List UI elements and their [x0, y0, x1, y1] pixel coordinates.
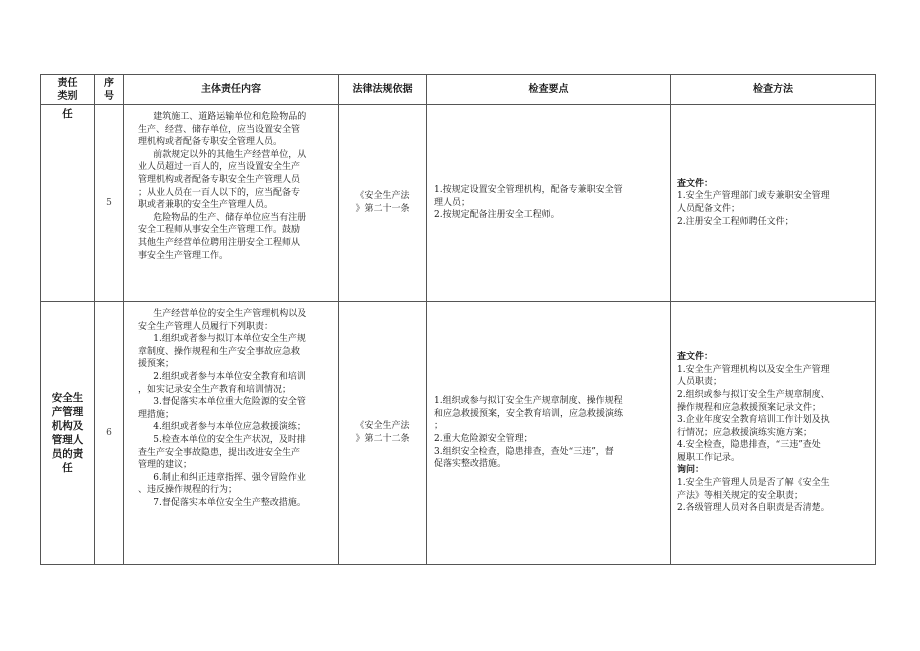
text-line: 安全生	[51, 392, 84, 404]
content-line: 生产、经营、储存单位，应当设置安全管	[138, 124, 301, 135]
row-category	[41, 105, 95, 302]
header-num	[95, 75, 124, 105]
law-line: 《安全生产法	[355, 191, 410, 202]
method-heading: 查文件：	[677, 352, 714, 363]
content-line: 管理机构或者配备专职安全生产管理人员	[138, 174, 301, 185]
method-line: 2.注册安全工程师聘任文件；	[677, 216, 794, 227]
table-row	[41, 302, 876, 565]
content-line: 、违反操作规程的行为；	[138, 485, 238, 496]
table-row	[41, 105, 876, 302]
content-line: 管理的建议；	[138, 460, 193, 471]
content-line: 援预案；	[138, 359, 175, 370]
header-category	[41, 75, 95, 105]
content-line: 3.督促落实本单位重大危险源的安全管	[153, 397, 306, 408]
content-line: 事安全生产管理工作。	[138, 250, 229, 261]
check-line: 2.按规定配备注册安全工程师。	[434, 210, 560, 221]
text-line: 机构及	[51, 420, 84, 432]
check-line: 理人员；	[434, 197, 471, 208]
method-line: 产法》等相关规定的安全职责；	[677, 490, 804, 501]
method-line: 2.各级管理人员对各自职责是否清楚。	[677, 503, 830, 514]
check-line: 1.按规定设置安全管理机构，配备专兼职安全管	[434, 185, 623, 196]
content-line: 理措施；	[138, 409, 175, 420]
row-number: 6	[95, 302, 124, 565]
content-line: 生产经营单位的安全生产管理机构以及	[153, 309, 307, 319]
content-line: 查生产安全事故隐患，提出改进安全生产	[138, 447, 301, 458]
content-line: 前款规定以外的其他生产经营单位，从	[153, 149, 307, 160]
row-check	[427, 302, 671, 565]
text-line: 任	[62, 462, 73, 474]
content-line: 危险物品的生产、储存单位应当有注册	[153, 212, 307, 223]
method-heading: 询问：	[677, 465, 705, 476]
check-line: 促落实整改措施。	[434, 459, 507, 470]
text-line: 员的责	[51, 448, 84, 460]
check-line: 1.组织或参与拟订安全生产规章制度、操作规程	[434, 396, 623, 407]
text-line: 号	[104, 90, 114, 102]
header-method: 检查方法	[671, 75, 876, 105]
method-line: 履职工作记录。	[677, 452, 741, 463]
text-line: 管理人	[51, 434, 84, 446]
row-content	[124, 105, 339, 302]
check-line: 2.重大危险源安全管理；	[434, 434, 533, 444]
row-category	[41, 302, 95, 565]
row-content	[124, 302, 339, 565]
row-law	[339, 105, 427, 302]
check-line: ；	[434, 421, 444, 432]
method-line: 操作规程和应急救援预案记录文件；	[677, 402, 822, 413]
method-heading: 查文件：	[677, 178, 714, 189]
method-line: 1.安全生产管理部门或专兼职安全管理	[677, 191, 830, 202]
method-line: 1.安全生产管理人员是否了解《安全生	[677, 478, 830, 489]
responsibility-table-sheet	[40, 74, 876, 565]
row-law	[339, 302, 427, 565]
content-line: 业人员超过一百人的，应当设置安全生产	[138, 162, 301, 173]
content-line: 7.督促落实本单位安全生产整改措施。	[153, 497, 306, 508]
method-line: 人员配备文件；	[677, 204, 741, 214]
content-line: 职或者兼职的安全生产管理人员。	[138, 200, 274, 211]
row-number: 5	[95, 105, 124, 302]
content-line: 2.组织或者参与本单位安全教育和培训	[153, 371, 306, 382]
law-line: 《安全生产法	[355, 421, 410, 432]
header-law: 法律法规依据	[339, 75, 427, 105]
header-row	[41, 75, 876, 105]
text-line: 任	[62, 108, 73, 120]
content-line: 安全工程师从事安全生产管理工作。鼓励	[138, 225, 301, 236]
content-line: 5.检查本单位的安全生产状况，及时排	[153, 434, 306, 445]
row-method	[671, 105, 876, 302]
method-line: 人员职责；	[677, 377, 723, 388]
method-line: 1.安全生产管理机构以及安全生产管理	[677, 364, 830, 375]
content-line: 4.组织或者参与本单位应急救援演练；	[153, 422, 306, 433]
method-line: 行情况；应急救援演练实施方案；	[677, 427, 813, 438]
method-line: 3.企业年度安全教育培训工作计划及执	[677, 415, 830, 426]
check-line: 和应急救援预案，安全教育培训，应急救援演练	[434, 408, 624, 419]
method-line: 4.安全检查，隐患排查，“三违”查处	[677, 440, 821, 451]
content-line: 安全生产管理人员履行下列职责：	[138, 321, 274, 332]
method-line: 2.组织或参与拟订安全生产规章制度、	[677, 389, 830, 400]
content-line: 6.制止和纠正违章指挥、强令冒险作业	[153, 472, 306, 483]
content-line: 理机构或者配备专职安全管理人员。	[138, 137, 283, 148]
text-line: 产管理	[51, 406, 84, 418]
content-line: 章制度、操作规程和生产安全事故应急救	[138, 346, 301, 357]
content-line: 建筑施工、道路运输单位和危险物品的	[153, 112, 307, 122]
content-line: 1.组织或者参与拟订本单位安全生产规	[153, 334, 306, 345]
content-line: 其他生产经营单位聘用注册安全工程师从	[138, 237, 301, 248]
content-line: ，如实记录安全生产教育和培训情况；	[138, 384, 292, 395]
check-line: 3.组织安全检查，隐患排查，查处“三违”，督	[434, 446, 614, 457]
text-line: 责任	[57, 77, 78, 89]
header-content: 主体责任内容	[124, 75, 339, 105]
row-check	[427, 105, 671, 302]
text-line: 序	[104, 77, 114, 89]
law-line: 》第二十二条	[355, 434, 410, 444]
text-line: 类别	[57, 90, 78, 102]
header-check: 检查要点	[427, 75, 671, 105]
responsibility-table	[40, 74, 876, 565]
content-line: ；从业人员在一百人以下的，应当配备专	[138, 187, 301, 198]
law-line: 》第二十一条	[355, 204, 410, 214]
row-method	[671, 302, 876, 565]
